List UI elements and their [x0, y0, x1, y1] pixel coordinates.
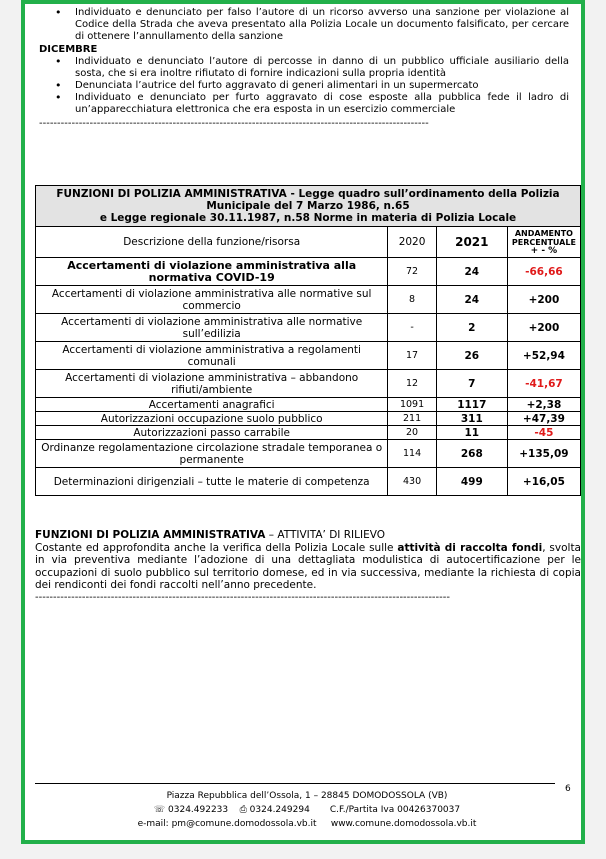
footer-website[interactable]: www.comune.domodossola.vb.it: [330, 819, 477, 829]
trend-label: ANDAMENTO PERCENTUALE: [511, 228, 576, 247]
table-row: [36, 258, 581, 286]
footer-divider: [35, 783, 555, 784]
row-2021-value: 24: [436, 286, 507, 314]
table-row: [36, 440, 581, 468]
row-2020-value: 72: [388, 258, 436, 286]
table-row: [36, 370, 581, 398]
trend-sign: + - %: [530, 245, 558, 256]
table-row: [36, 286, 581, 314]
table-row: [36, 426, 581, 440]
row-2021-value: 26: [436, 342, 507, 370]
phone-icon: ☏: [153, 805, 166, 815]
footer-fax: 0324.249294: [249, 805, 310, 815]
footer-email-label: e-mail:: [137, 819, 169, 829]
list-item: • Individuato e denunciato per falso l’autore di un ricorso avverso una sanzione per violazione al Codice della Strada che aveva presentato alla Polizia Locale un documento falsificato, per cercare di ottenere l’annullamento della sanzione: [39, 7, 569, 43]
page-number: 6: [565, 784, 571, 794]
row-2021-value: 2: [436, 314, 507, 342]
row-description: Accertamenti di violazione amministrativa alla normativa COVID-19: [36, 258, 388, 286]
functions-table: [35, 185, 581, 496]
row-description: Accertamenti anagrafici: [36, 398, 388, 412]
footer-contacts: [25, 804, 589, 816]
table-row: [36, 314, 581, 342]
fax-icon: ⎙: [239, 805, 247, 815]
table-row: [36, 468, 581, 496]
row-trend-value: +135,09: [507, 440, 580, 468]
month-heading: DICEMBRE: [39, 44, 98, 55]
row-trend-value: +47,39: [507, 412, 580, 426]
section-title: FUNZIONI DI POLIZIA AMMINISTRATIVA: [35, 529, 266, 541]
row-trend-value: -41,67: [507, 370, 580, 398]
list-item: • Denunciata l’autrice del furto aggravato di generi alimentari in un supermercato: [39, 80, 569, 92]
section-highlight: attività di raccolta fondi: [397, 541, 543, 554]
row-2020-value: 20: [388, 426, 436, 440]
row-2021-value: 268: [436, 440, 507, 468]
relevant-activity-section: [35, 529, 581, 604]
row-2020-value: 12: [388, 370, 436, 398]
row-trend-value: +200: [507, 314, 580, 342]
col-header-trend: [507, 227, 580, 258]
table-row: [36, 398, 581, 412]
row-2021-value: 311: [436, 412, 507, 426]
col-header-desc: Descrizione della funzione/risorsa: [36, 227, 388, 258]
row-description: Ordinanze regolamentazione circolazione stradale temporanea o permanente: [36, 440, 388, 468]
row-trend-value: +16,05: [507, 468, 580, 496]
footer-email[interactable]: pm@comune.domodossola.vb.it: [171, 819, 317, 829]
row-description: Accertamenti di violazione amministrativa alle normative sul commercio: [36, 286, 388, 314]
table-row: [36, 342, 581, 370]
row-2020-value: 1091: [388, 398, 436, 412]
events-list: [39, 7, 569, 130]
table-row: [36, 412, 581, 426]
row-trend-value: -66,66: [507, 258, 580, 286]
row-2021-value: 1117: [436, 398, 507, 412]
document-page: [21, 0, 585, 844]
row-2020-value: -: [388, 314, 436, 342]
list-item: • Individuato e denunciato per furto aggravato di cose esposte alla pubblica fede il ladro di un’apparecchiatura elettronica che era esposta in un esercizio commerciale: [39, 92, 569, 116]
separator: -------------------------------------------------------------------------------------------------------------------: [35, 591, 450, 603]
table-subtitle: e Legge regionale 30.11.1987, n.58 Norme in materia di Polizia Locale: [99, 212, 517, 224]
footer-vat: C.F./Partita Iva 00426370037: [329, 805, 461, 815]
section-subtitle: – ATTIVITA’ DI RILIEVO: [265, 529, 385, 541]
row-trend-value: +200: [507, 286, 580, 314]
row-2020-value: 211: [388, 412, 436, 426]
list-item: • Individuato e denunciato l’autore di percosse in danno di un pubblico ufficiale ausiliario della sosta, che si era inoltre rifiutato di fornire indicazioni sulla propria identità: [39, 56, 569, 80]
row-description: Determinazioni dirigenziali – tutte le materie di competenza: [36, 468, 388, 496]
footer-phone: 0324.492233: [168, 805, 229, 815]
row-trend-value: -45: [507, 426, 580, 440]
row-2020-value: 8: [388, 286, 436, 314]
row-description: Autorizzazioni occupazione suolo pubblico: [36, 412, 388, 426]
table-title: FUNZIONI DI POLIZIA AMMINISTRATIVA - Legge quadro sull’ordinamento della Polizia Municipale del 7 Marzo 1986, n.65: [56, 188, 560, 212]
row-2021-value: 499: [436, 468, 507, 496]
section-paragraph: Costante ed approfondita anche la verifica della Polizia Locale sulle attività di raccolta fondi, svolta in via preventiva mediante l’adozione di una dettagliata modulistica di autocertificazione per le occupazioni di suolo pubblico sul territorio domese, ed in via successiva, mediante la richiesta di copia dei rendiconti dei fondi raccolti nell’anno precedente.: [35, 541, 581, 591]
row-2021-value: 7: [436, 370, 507, 398]
col-header-2020: 2020: [388, 227, 436, 258]
row-description: Autorizzazioni passo carrabile: [36, 426, 388, 440]
row-description: Accertamenti di violazione amministrativa – abbandono rifiuti/ambiente: [36, 370, 388, 398]
separator: ------------------------------------------------------------------------------------------------------------: [39, 118, 429, 129]
footer-address: Piazza Repubblica dell’Ossola, 1 – 28845 DOMODOSSOLA (VB): [166, 791, 448, 801]
row-2020-value: 17: [388, 342, 436, 370]
row-description: Accertamenti di violazione amministrativa alle normative sull’edilizia: [36, 314, 388, 342]
row-trend-value: +2,38: [507, 398, 580, 412]
row-description: Accertamenti di violazione amministrativa a regolamenti comunali: [36, 342, 388, 370]
footer-web: [25, 818, 589, 830]
row-2020-value: 114: [388, 440, 436, 468]
row-2021-value: 24: [436, 258, 507, 286]
row-trend-value: +52,94: [507, 342, 580, 370]
row-2020-value: 430: [388, 468, 436, 496]
table-header: [36, 186, 581, 227]
row-2021-value: 11: [436, 426, 507, 440]
col-header-2021: 2021: [436, 227, 507, 258]
